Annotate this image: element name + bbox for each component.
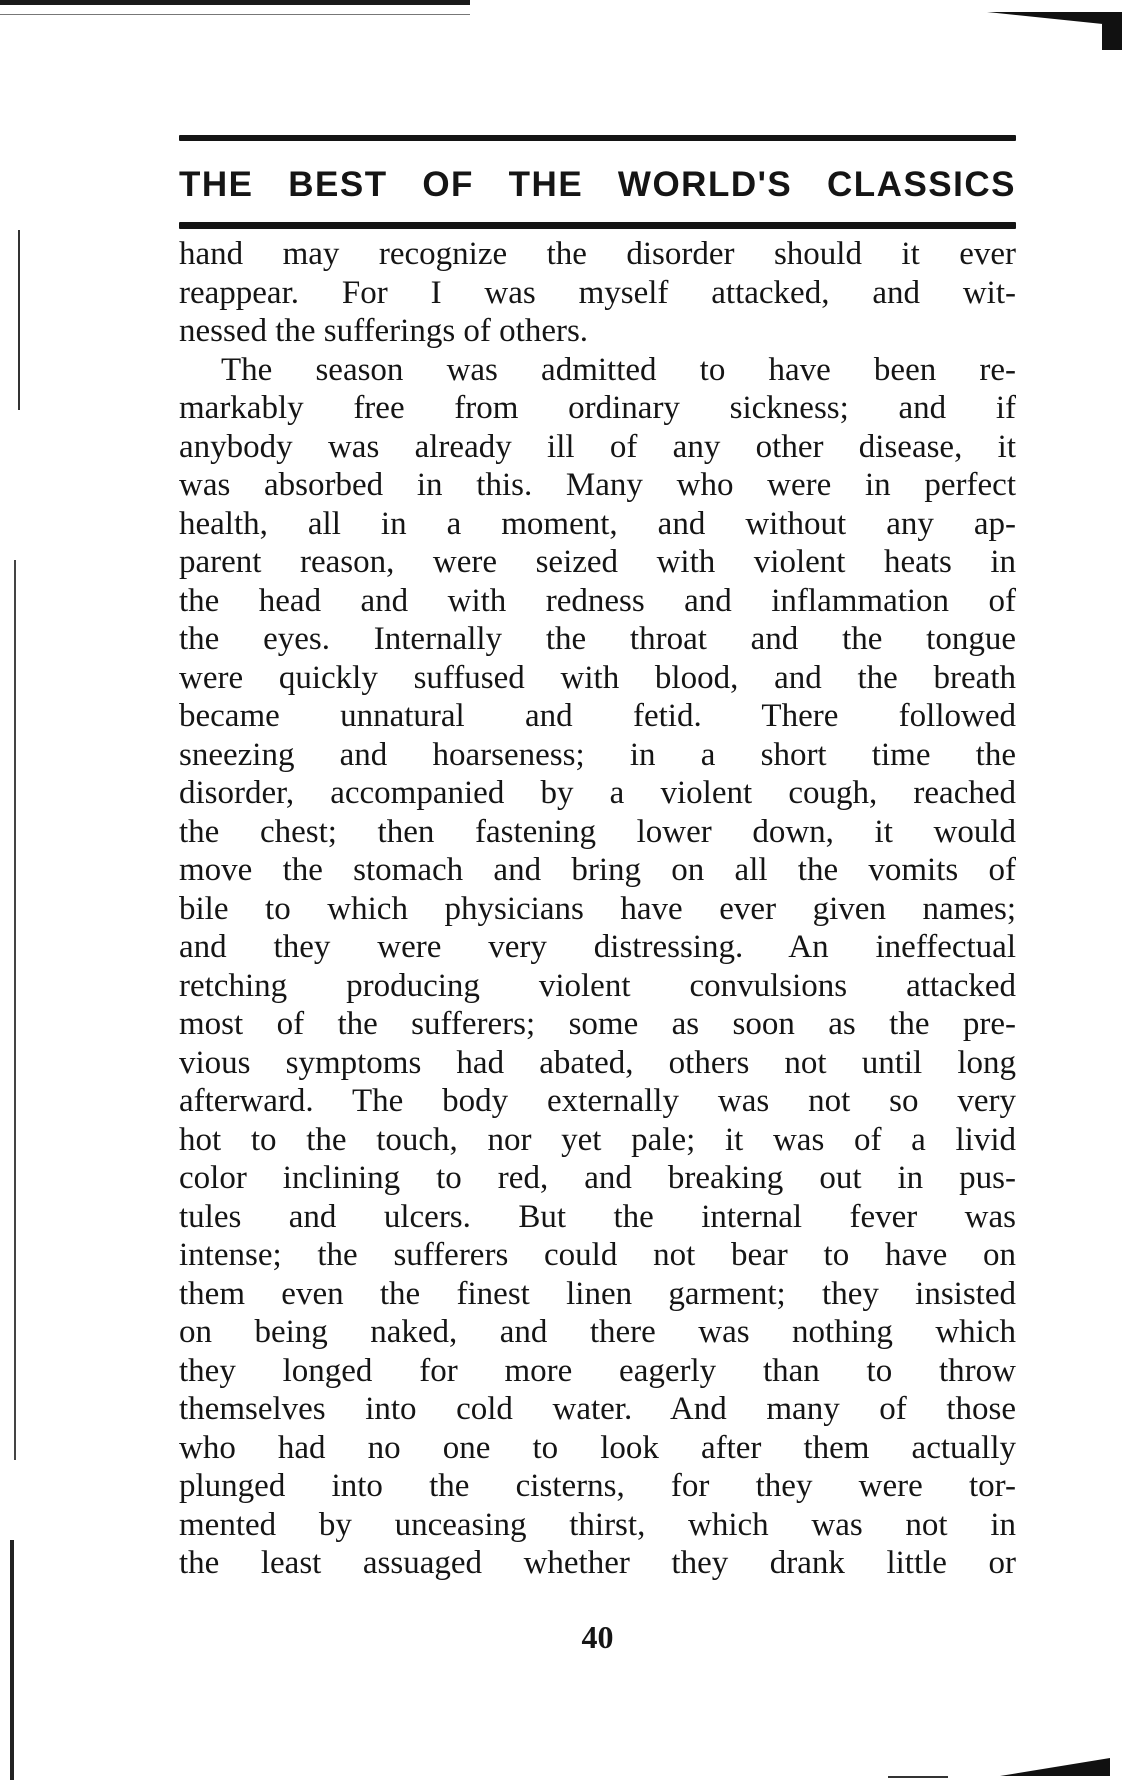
text-line: themselves into cold water. And many of those bbox=[179, 1391, 1016, 1427]
page-number: 40 bbox=[581, 1618, 614, 1655]
running-head: THE BEST OF THE WORLD'S CLASSICS bbox=[179, 165, 1016, 204]
header-rule-bottom bbox=[179, 222, 1016, 229]
text-line: mented by unceasing thirst, which was not in bbox=[179, 1506, 1016, 1543]
book-page bbox=[179, 135, 1016, 1656]
text-line: was absorbed in this. Many who were in perfect bbox=[179, 467, 1016, 503]
scan-gutter-mark bbox=[18, 230, 20, 410]
text-line: became unnatural and fetid. There followed bbox=[179, 698, 1016, 734]
text-line: the least assuaged whether they drank little or bbox=[179, 1545, 1016, 1581]
text-line: disorder, accompanied by a violent cough, reached bbox=[179, 775, 1016, 811]
text-line: they longed for more eagerly than to throw bbox=[179, 1352, 1016, 1389]
scan-edge-line bbox=[0, 0, 470, 5]
text-line: color inclining to red, and breaking out in pus- bbox=[179, 1160, 1016, 1196]
text-line: hand may recognize the disorder should it ever bbox=[179, 236, 1016, 272]
text-line: hot to the touch, nor yet pale; it was of a livid bbox=[179, 1121, 1016, 1158]
text-line: reappear. For I was myself attacked, and wit- bbox=[179, 274, 1016, 311]
scan-edge-line bbox=[0, 14, 470, 15]
body-text bbox=[179, 235, 1016, 1583]
text-line: tules and ulcers. But the internal fever was bbox=[179, 1198, 1016, 1235]
text-line: retching producing violent convulsions attacked bbox=[179, 967, 1016, 1004]
scan-gutter-mark bbox=[14, 560, 16, 1460]
text-line: vious symptoms had abated, others not until long bbox=[179, 1044, 1016, 1081]
text-line: them even the finest linen garment; they insisted bbox=[179, 1275, 1016, 1312]
text-line: were quickly suffused with blood, and the breath bbox=[179, 659, 1016, 696]
text-line: on being naked, and there was nothing which bbox=[179, 1314, 1016, 1350]
text-line: sneezing and hoarseness; in a short time the bbox=[179, 736, 1016, 773]
text-line: The season was admitted to have been re- bbox=[221, 351, 1016, 388]
text-line: most of the sufferers; some as soon as the pre- bbox=[179, 1006, 1016, 1042]
text-line: parent reason, were seized with violent heats in bbox=[179, 544, 1016, 580]
text-line: who had no one to look after them actually bbox=[179, 1429, 1016, 1466]
text-line: anybody was already ill of any other disease, it bbox=[179, 428, 1016, 465]
text-line: afterward. The body externally was not so very bbox=[179, 1083, 1016, 1119]
text-line: intense; the sufferers could not bear to have on bbox=[179, 1237, 1016, 1273]
scan-gutter-mark bbox=[10, 1540, 14, 1780]
scan-corner-mark bbox=[1102, 24, 1122, 50]
text-line: move the stomach and bring on all the vomits of bbox=[179, 852, 1016, 888]
text-line: the chest; then fastening lower down, it would bbox=[179, 813, 1016, 850]
text-line: and they were very distressing. An ineffectual bbox=[179, 929, 1016, 965]
scan-corner-mark bbox=[1000, 1758, 1110, 1776]
text-line: bile to which physicians have ever given names; bbox=[179, 890, 1016, 927]
text-line: the head and with redness and inflammation of bbox=[179, 582, 1016, 619]
header-rule-top bbox=[179, 135, 1016, 141]
text-line: plunged into the cisterns, for they were tor- bbox=[179, 1468, 1016, 1504]
scan-corner-mark bbox=[888, 1776, 948, 1778]
text-line: health, all in a moment, and without any ap- bbox=[179, 505, 1016, 542]
text-line: markably free from ordinary sickness; and if bbox=[179, 390, 1016, 426]
text-line: the eyes. Internally the throat and the tongue bbox=[179, 621, 1016, 657]
text-line: nessed the sufferings of others. bbox=[179, 313, 589, 349]
